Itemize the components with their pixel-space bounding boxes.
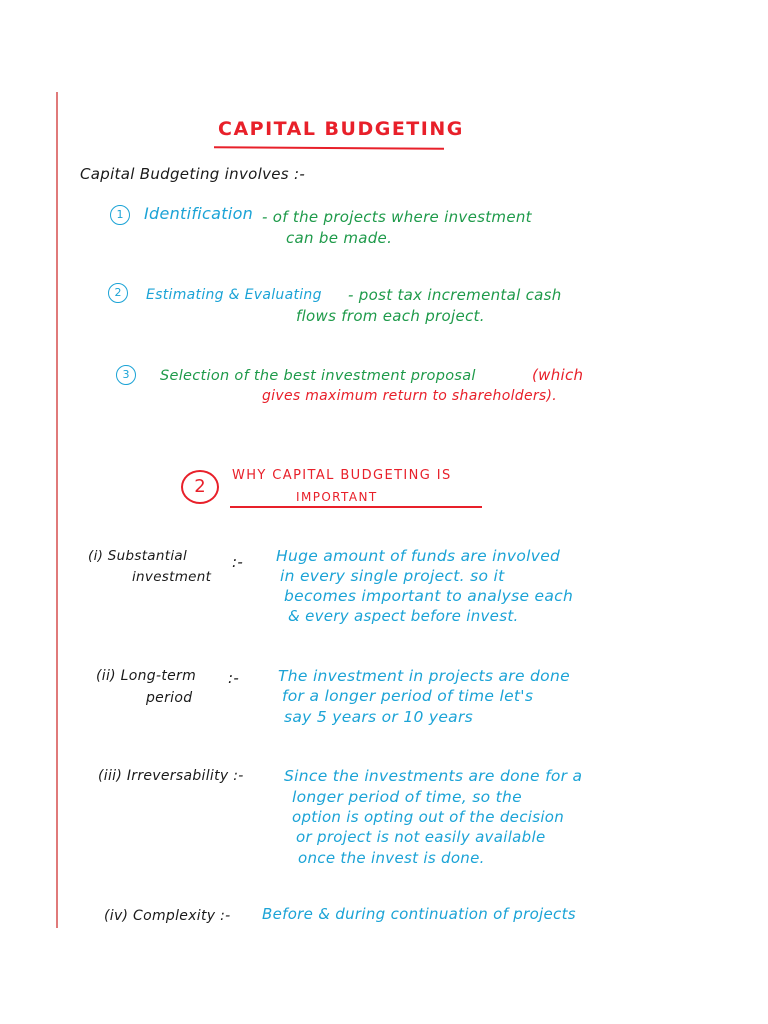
reason-text-line: or project is not easily available <box>296 828 546 846</box>
intro-text: Capital Budgeting involves :- <box>80 165 306 183</box>
page-title: CAPITAL BUDGETING <box>218 118 464 140</box>
reason-text-line: longer period of time, so the <box>292 788 522 806</box>
reason-label: (ii) Long-term <box>96 668 197 684</box>
reason-text-line: option is opting out of the decision <box>292 808 565 826</box>
reason-label: (i) Substantial <box>88 548 187 564</box>
reason-text-line: & every aspect before invest. <box>288 607 519 625</box>
reason-label: (iv) Complexity :- <box>104 908 231 924</box>
title-underline <box>214 146 444 150</box>
section-heading: IMPORTANT <box>296 490 378 504</box>
section-number-circle: 2 <box>181 470 219 504</box>
section-heading: WHY CAPITAL BUDGETING IS <box>232 468 452 483</box>
reason-separator: :- <box>228 669 240 687</box>
reason-label: (iii) Irreversability :- <box>98 768 244 784</box>
reason-text-line: The investment in projects are done <box>278 667 570 685</box>
item-number-circle: 1 <box>110 205 130 225</box>
reason-text-line: Since the investments are done for a <box>284 767 583 785</box>
reason-text-line: for a longer period of time let's <box>282 687 534 705</box>
item-desc: - post tax incremental cash <box>348 286 562 304</box>
reason-text-line: in every single project. so it <box>280 567 505 585</box>
item-desc: - of the projects where investment <box>262 208 532 226</box>
reason-text-line: Before & during continuation of projects <box>262 905 576 923</box>
section-heading-underline <box>230 506 482 508</box>
item-desc: gives maximum return to shareholders). <box>262 388 558 404</box>
item-desc: flows from each project. <box>296 307 485 325</box>
item-label: Identification <box>144 204 254 223</box>
item-desc: can be made. <box>286 229 393 247</box>
item-number-circle: 2 <box>108 283 128 303</box>
item-desc: (which <box>532 366 584 384</box>
reason-label: investment <box>132 569 212 585</box>
reason-text-line: Huge amount of funds are involved <box>276 547 561 565</box>
item-number-circle: 3 <box>116 365 136 385</box>
page-margin-line <box>56 92 58 928</box>
reason-separator: :- <box>232 553 244 571</box>
reason-text-line: once the invest is done. <box>298 849 485 867</box>
item-label: Estimating & Evaluating <box>146 287 322 303</box>
reason-label: period <box>146 690 193 706</box>
reason-text-line: becomes important to analyse each <box>284 587 574 605</box>
item-label: Selection of the best investment proposal <box>160 368 476 384</box>
reason-text-line: say 5 years or 10 years <box>284 708 474 726</box>
